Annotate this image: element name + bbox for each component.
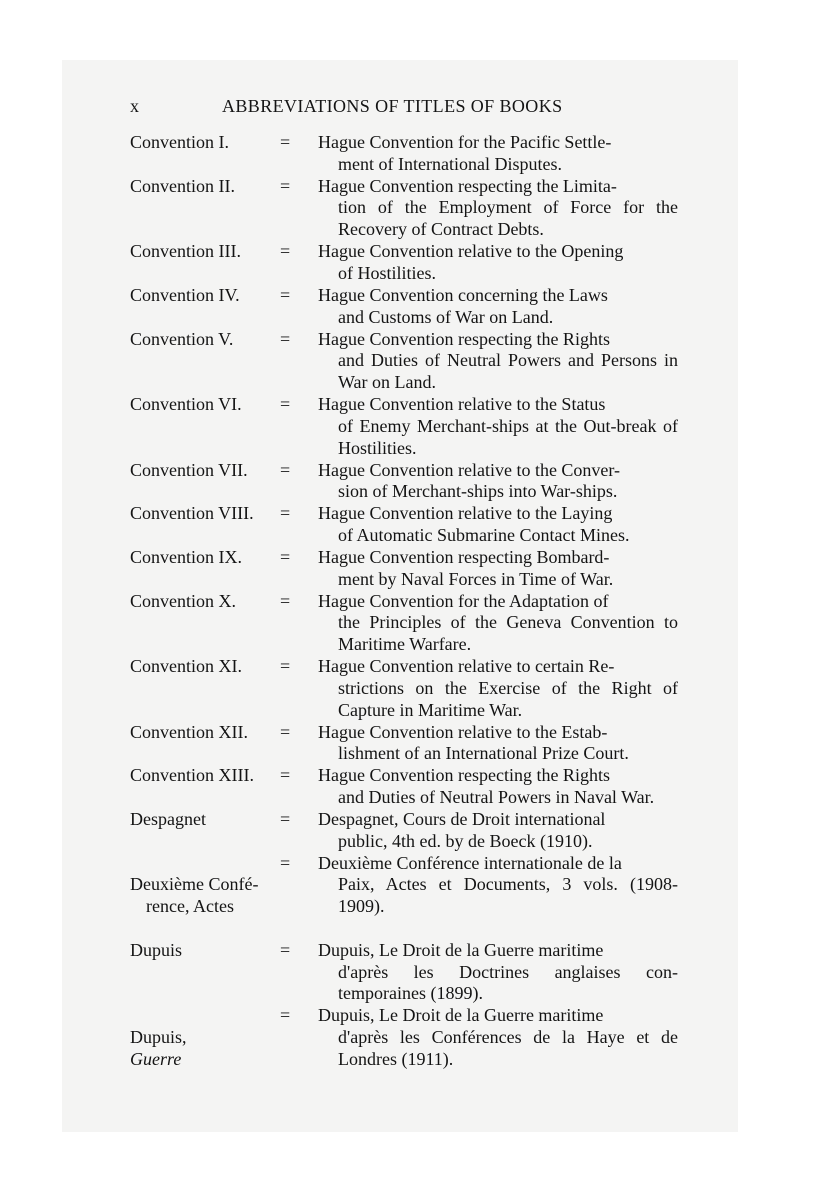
equals-sign: = xyxy=(280,328,291,349)
list-item xyxy=(130,460,678,504)
definition-continuation: ment by Naval Forces in Time of War. xyxy=(338,568,614,589)
term-continuation: rence, Actes xyxy=(146,896,234,917)
definition-first-line: Dupuis, Le Droit de la Guerre maritime xyxy=(318,939,604,960)
abbreviation-definition xyxy=(318,460,678,504)
definition-continuation: of Hostilities. xyxy=(338,262,436,283)
equals-sign: = xyxy=(280,503,291,524)
abbreviation-definition xyxy=(318,241,678,285)
definition-continuation: public, 4th ed. by de Boeck (1910). xyxy=(338,830,593,851)
definition-first-line: Hague Convention respecting the Limita- xyxy=(318,175,617,196)
equals-sign: = xyxy=(280,284,291,305)
definition-first-line: Hague Convention for the Adaptation of xyxy=(318,590,609,611)
equals-sign: = xyxy=(280,852,291,873)
definition-first-line: Hague Convention concerning the Laws xyxy=(318,284,608,305)
page-number: x xyxy=(130,96,140,116)
definition-first-line: Dupuis, Le Droit de la Guerre maritime xyxy=(318,1005,604,1026)
equals-sign: = xyxy=(280,1005,291,1026)
abbreviation-term: Convention VII. xyxy=(130,459,248,480)
abbreviation-term: Convention XII. xyxy=(130,721,248,742)
definition-first-line: Hague Convention relative to the Laying xyxy=(318,503,613,524)
definition-continuation: tion of the Employment of Force for the Recovery of Contract Debts. xyxy=(338,197,678,240)
equals-sign: = xyxy=(280,590,291,611)
definition-first-line: Deuxième Conférence internationale de la xyxy=(318,852,622,873)
abbreviation-definition xyxy=(318,547,678,591)
list-item xyxy=(130,285,678,329)
abbreviation-definition xyxy=(318,1005,678,1070)
definition-first-line: Hague Convention relative to the Opening xyxy=(318,241,624,262)
abbreviation-definition xyxy=(318,132,678,176)
abbreviation-definition xyxy=(318,722,678,766)
abbreviation-definition xyxy=(318,853,678,940)
abbreviation-term: Convention II. xyxy=(130,175,235,196)
equals-sign: = xyxy=(280,656,291,677)
definition-continuation: and Customs of War on Land. xyxy=(338,306,554,327)
list-item xyxy=(130,132,678,176)
list-item xyxy=(130,241,678,285)
list-item xyxy=(130,394,678,459)
term-first-line: Deuxième Confé- xyxy=(130,874,259,895)
abbreviation-definition xyxy=(318,940,678,1005)
definition-continuation: d'après les Conférences de la Haye et de Londres (1911). xyxy=(338,1027,678,1069)
abbreviation-term: Convention I. xyxy=(130,132,229,152)
definition-first-line: Hague Convention for the Pacific Settle- xyxy=(318,132,612,152)
abbreviation-definition xyxy=(318,285,678,329)
definition-continuation: the Principles of the Geneva Convention to Maritime Warfare. xyxy=(338,612,678,655)
list-item xyxy=(130,853,678,940)
list-item xyxy=(130,329,678,394)
definition-first-line: Hague Convention relative to certain Re- xyxy=(318,656,615,677)
definition-first-line: Hague Convention respecting Bombard- xyxy=(318,546,610,567)
definition-first-line: Hague Convention respecting the Rights xyxy=(318,765,610,786)
abbreviation-term: Convention VI. xyxy=(130,394,242,415)
abbreviation-definition xyxy=(318,765,678,809)
list-item xyxy=(130,176,678,241)
abbreviation-definition xyxy=(318,176,678,241)
abbreviation-term: Convention IV. xyxy=(130,284,240,305)
equals-sign: = xyxy=(280,765,291,786)
list-item xyxy=(130,547,678,591)
definition-first-line: Despagnet, Cours de Droit international xyxy=(318,808,606,829)
definition-continuation: of Automatic Submarine Contact Mines. xyxy=(338,525,630,545)
equals-sign: = xyxy=(280,546,291,567)
list-item xyxy=(130,591,678,656)
definition-continuation: strictions on the Exercise of the Right of Capture in Maritime War. xyxy=(338,677,678,720)
list-item xyxy=(130,809,678,853)
term-italic: Guerre xyxy=(130,1048,182,1069)
abbreviation-definition xyxy=(318,656,678,721)
abbreviation-definition xyxy=(318,809,678,853)
definition-continuation: of Enemy Merchant-ships at the Out-break of Hostilities. xyxy=(338,415,678,458)
page-title: ABBREVIATIONS OF TITLES OF BOOKS xyxy=(222,96,563,116)
abbreviation-definition xyxy=(318,394,678,459)
abbreviation-term: Convention XI. xyxy=(130,656,242,677)
definition-first-line: Hague Convention relative to the Conver- xyxy=(318,459,621,480)
equals-sign: = xyxy=(280,808,291,829)
abbreviation-term: Convention VIII. xyxy=(130,503,254,524)
list-item xyxy=(130,940,678,1005)
equals-sign: = xyxy=(280,241,291,262)
abbreviations-list xyxy=(130,132,678,1071)
definition-continuation: sion of Merchant-ships into War-ships. xyxy=(338,481,618,502)
abbreviation-definition xyxy=(318,503,678,547)
definition-continuation: and Duties of Neutral Powers in Naval War. xyxy=(338,787,655,808)
abbreviation-definition xyxy=(318,591,678,656)
definition-first-line: Hague Convention relative to the Status xyxy=(318,394,606,415)
equals-sign: = xyxy=(280,721,291,742)
term-text: Dupuis, xyxy=(130,1027,187,1048)
equals-sign: = xyxy=(280,175,291,196)
running-header xyxy=(0,96,840,120)
equals-sign: = xyxy=(280,939,291,960)
abbreviation-term: Despagnet xyxy=(130,808,206,829)
abbreviation-term xyxy=(130,1005,276,1070)
definition-continuation: lishment of an International Prize Court. xyxy=(338,743,629,764)
definition-continuation: Paix, Actes et Documents, 3 vols. (1908-1909). xyxy=(338,874,678,917)
definition-first-line: Hague Convention respecting the Rights xyxy=(318,328,610,349)
equals-sign: = xyxy=(280,132,291,152)
list-item xyxy=(130,765,678,809)
list-item xyxy=(130,722,678,766)
equals-sign: = xyxy=(280,394,291,415)
abbreviation-term: Dupuis xyxy=(130,939,183,960)
list-item xyxy=(130,656,678,721)
abbreviation-term: Convention X. xyxy=(130,590,236,611)
abbreviation-term: Convention V. xyxy=(130,328,234,349)
definition-continuation: d'après les Doctrines anglaises con-temporaines (1899). xyxy=(338,961,678,1004)
definition-continuation: ment of International Disputes. xyxy=(338,153,562,174)
abbreviation-term: Convention III. xyxy=(130,241,241,262)
definition-first-line: Hague Convention relative to the Estab- xyxy=(318,721,608,742)
list-item xyxy=(130,1005,678,1070)
abbreviation-definition xyxy=(318,329,678,394)
equals-sign: = xyxy=(280,459,291,480)
abbreviation-term: Convention XIII. xyxy=(130,765,254,786)
abbreviation-term: Convention IX. xyxy=(130,546,242,567)
abbreviation-term xyxy=(130,853,276,940)
list-item xyxy=(130,503,678,547)
definition-continuation: and Duties of Neutral Powers and Persons in War on Land. xyxy=(338,350,678,393)
